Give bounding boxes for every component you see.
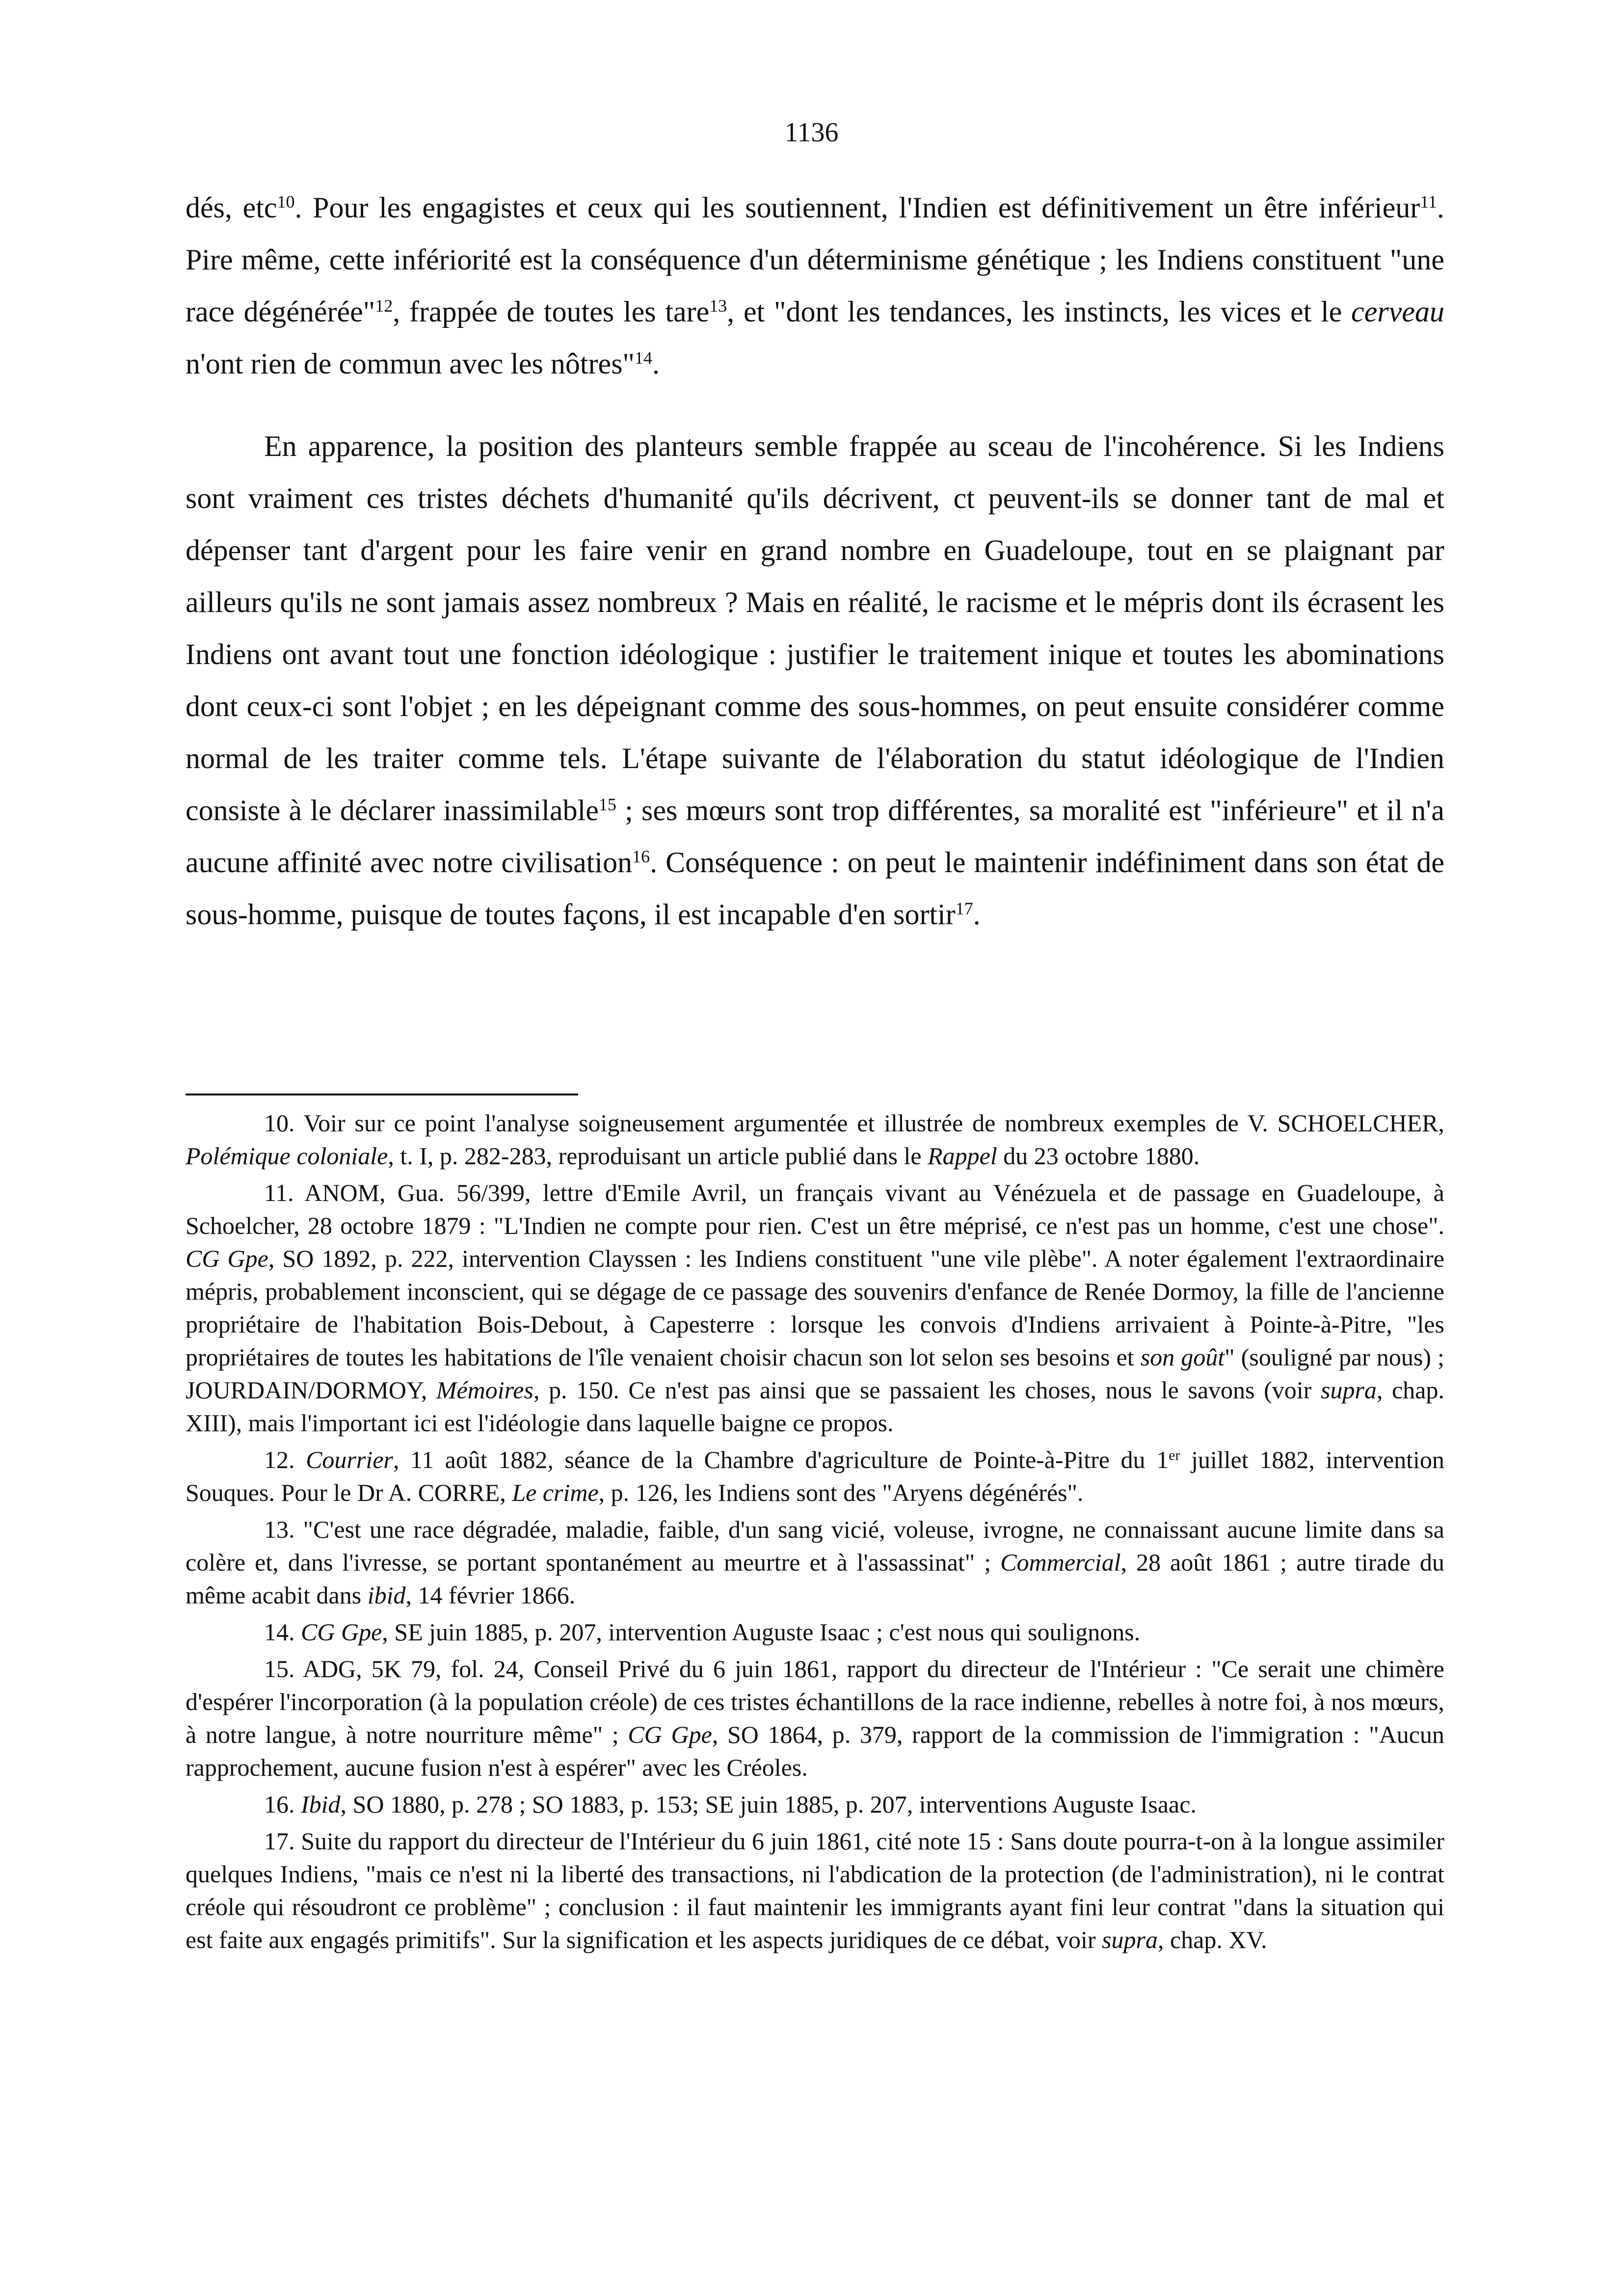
footnotes: [186, 1107, 1444, 1960]
footnote-15: [186, 1653, 1444, 1784]
text-run: , 14 février 1866.: [405, 1581, 576, 1609]
body-paragraph-1: [186, 182, 1444, 390]
text-run: , SO 1892, p. 222, intervention Clayssen : les Indiens constituent "une vile plèbe". A noter également l'extraordinaire mépris, probablement inconscient, qui se dégage de ce passage des souvenirs d'enfance de Renée Dormoy, la fille de l'ancienne propriétaire de l'habitation Bois-Debout, à Capesterre : lorsque les convois d'Indiens arrivaient à Pointe-à-Pitre, "les propriétaires de toutes les habitations de l'île venaient choisir chacun son lot selon ses besoins et: [186, 1245, 1444, 1371]
italic-text: son goût: [1140, 1343, 1225, 1371]
italic-text: Mémoires: [436, 1376, 533, 1404]
footnote-14: [186, 1616, 1444, 1649]
italic-text: CG Gpe: [186, 1245, 268, 1272]
italic-text: ibid: [367, 1581, 406, 1609]
footnote-11: [186, 1176, 1444, 1440]
footnote-ref-14[interactable]: 14: [635, 348, 653, 368]
footnote-16: [186, 1788, 1444, 1821]
text-run: du 23 octobre 1880.: [997, 1142, 1200, 1170]
text-run: .: [652, 347, 660, 380]
text-run: , SE juin 1885, p. 207, intervention Auguste Isaac ; c'est nous qui soulignons.: [382, 1618, 1141, 1646]
page-number: 1136: [784, 117, 839, 148]
italic-text: supra: [1321, 1376, 1377, 1404]
text-run: 14.: [264, 1618, 301, 1646]
text-run: " (souligné par nous) ; JOURDAIN/DORMOY,: [186, 1343, 1444, 1404]
text-run: , p. 126, les Indiens sont des "Aryens dégénérés".: [598, 1479, 1084, 1506]
italic-text: Rappel: [928, 1142, 997, 1170]
italic-text: Courrier: [306, 1446, 393, 1473]
body-paragraph-2: [186, 420, 1444, 940]
italic-text: cerveau: [1351, 295, 1444, 328]
footnote-10: [186, 1107, 1444, 1173]
italic-text: Ibid: [301, 1790, 341, 1818]
footnote-separator: [186, 1094, 578, 1095]
text-run: 17. Suite du rapport du directeur de l'Intérieur du 6 juin 1861, cité note 15 : Sans doute pourra-t-on à la longue assimiler quelques Indiens, "mais ce n'est ni la liberté des transactions, ni l'abdication de la protection (de l'administration), ni le contrat créole qui résoudront ce problème" ; conclusion : il faut maintenir les immigrants ayant fini leur contrat "dans la situation qui est faite aux engagés primitifs". Sur la signification et les aspects juridiques de ce débat, voir: [186, 1827, 1444, 1953]
superscript: er: [1169, 1447, 1180, 1464]
footnote-ref-15[interactable]: 15: [598, 795, 616, 815]
footnote-ref-16[interactable]: 16: [632, 847, 650, 867]
footnote-ref-12[interactable]: 12: [375, 296, 393, 316]
text-run: dés, etc: [186, 191, 277, 224]
text-run: , SO 1864, p. 379, rapport de la commission de l'immigration : "Aucun rapprochement, aucune fusion n'est à espérer" avec les Créoles.: [186, 1721, 1445, 1781]
text-run: .: [973, 898, 981, 931]
text-run: juillet 1882, intervention Souques. Pour le Dr A. CORRE,: [186, 1446, 1444, 1506]
footnote-ref-10[interactable]: 10: [277, 192, 295, 212]
text-run: 12.: [264, 1446, 306, 1473]
italic-text: supra: [1102, 1926, 1158, 1953]
text-run: , chap. XIII), mais l'important ici est l'idéologie dans laquelle baigne ce propos.: [186, 1376, 1445, 1437]
text-run: , 11 août 1882, séance de la Chambre d'agriculture de Pointe-à-Pitre du 1: [393, 1446, 1169, 1473]
text-run: . Conséquence : on peut le maintenir indéfiniment dans son état de sous-homme, puisque de toutes façons, il est incapable d'en sortir: [186, 846, 1444, 931]
italic-text: Polémique coloniale: [186, 1142, 388, 1170]
footnote-ref-17[interactable]: 17: [955, 899, 973, 919]
text-run: , et "dont les tendances, les instincts, les vices et le: [727, 295, 1352, 328]
footnote-ref-11[interactable]: 11: [1420, 192, 1437, 212]
text-run: , SO 1880, p. 278 ; SO 1883, p. 153; SE juin 1885, p. 207, interventions Auguste Isaac.: [340, 1790, 1197, 1818]
italic-text: Commercial: [1000, 1548, 1121, 1576]
text-run: 15. ADG, 5K 79, fol. 24, Conseil Privé du 6 juin 1861, rapport du directeur de l'Intérieur : "Ce serait une chimère d'espérer l'incorporation (à la population créole) de ces tristes échantillons de la race indienne, rebelles à notre foi, à nos mœurs, à notre langue, à notre nourriture même" ;: [186, 1655, 1444, 1748]
text-run: 16.: [264, 1790, 301, 1818]
text-run: En apparence, la position des planteurs semble frappée au sceau de l'incohérence. Si les Indiens sont vraiment ces tristes déchets d'humanité qu'ils décrivent, ct peuvent-ils se donner tant de mal et dépenser tant d'argent pour les faire venir en grand nombre en Guadeloupe, tout en se plaignant par ailleurs qu'ils ne sont jamais assez nombreux ? Mais en réalité, le racisme et le mépris dont ils écrasent les Indiens ont avant tout une fonction idéologique : justifier le traitement inique et toutes les abominations dont ceux-ci sont l'objet ; en les dépeignant comme des sous-hommes, on peut ensuite considérer comme normal de les traiter comme tels. L'étape suivante de l'élaboration du statut idéologique de l'Indien consiste à le déclarer inassimilable: [186, 430, 1444, 827]
text-run: 10. Voir sur ce point l'analyse soigneusement argumentée et illustrée de nombreux exemples de V. SCHOELCHER,: [264, 1109, 1444, 1137]
text-run: , p. 150. Ce n'est pas ainsi que se passaient les choses, nous le savons (voir: [533, 1376, 1321, 1404]
text-run: , chap. XV.: [1158, 1926, 1267, 1953]
text-run: . Pour les engagistes et ceux qui les soutiennent, l'Indien est définitivement un être inférieur: [294, 191, 1420, 224]
text-run: 11. ANOM, Gua. 56/399, lettre d'Emile Avril, un français vivant au Vénézuela et de passage en Guadeloupe, à Schoelcher, 28 octobre 1879 : "L'Indien ne compte pour rien. C'est un être méprisé, ce n'est pas un homme, c'est une chose".: [186, 1179, 1444, 1239]
text-run: , frappée de toutes les tare: [393, 295, 710, 328]
footnote-ref-13[interactable]: 13: [709, 296, 727, 316]
italic-text: CG Gpe: [301, 1618, 382, 1646]
text-run: . Pire même, cette infériorité est la conséquence d'un déterminisme génétique ; les Indiens constituent "une race dégénérée": [186, 191, 1444, 328]
footnote-12: [186, 1443, 1444, 1509]
text-run: ; ses mœurs sont trop différentes, sa moralité est "inférieure" et il n'a aucune affinité avec notre civilisation: [186, 794, 1445, 879]
text-run: 13. "C'est une race dégradée, maladie, faible, d'un sang vicié, voleuse, ivrogne, ne connaissant aucune limite dans sa colère et, dans l'ivresse, se portant spontanément au meurtre et à l'assassinat" ;: [186, 1516, 1444, 1576]
footnote-17: [186, 1825, 1444, 1956]
text-run: , t. I, p. 282-283, reproduisant un article publié dans le: [388, 1142, 928, 1170]
italic-text: Le crime: [512, 1479, 599, 1506]
text-run: , 28 août 1861 ; autre tirade du même acabit dans: [186, 1548, 1444, 1609]
italic-text: CG Gpe: [628, 1721, 712, 1748]
footnote-13: [186, 1513, 1444, 1612]
text-run: n'ont rien de commun avec les nôtres": [186, 347, 635, 380]
